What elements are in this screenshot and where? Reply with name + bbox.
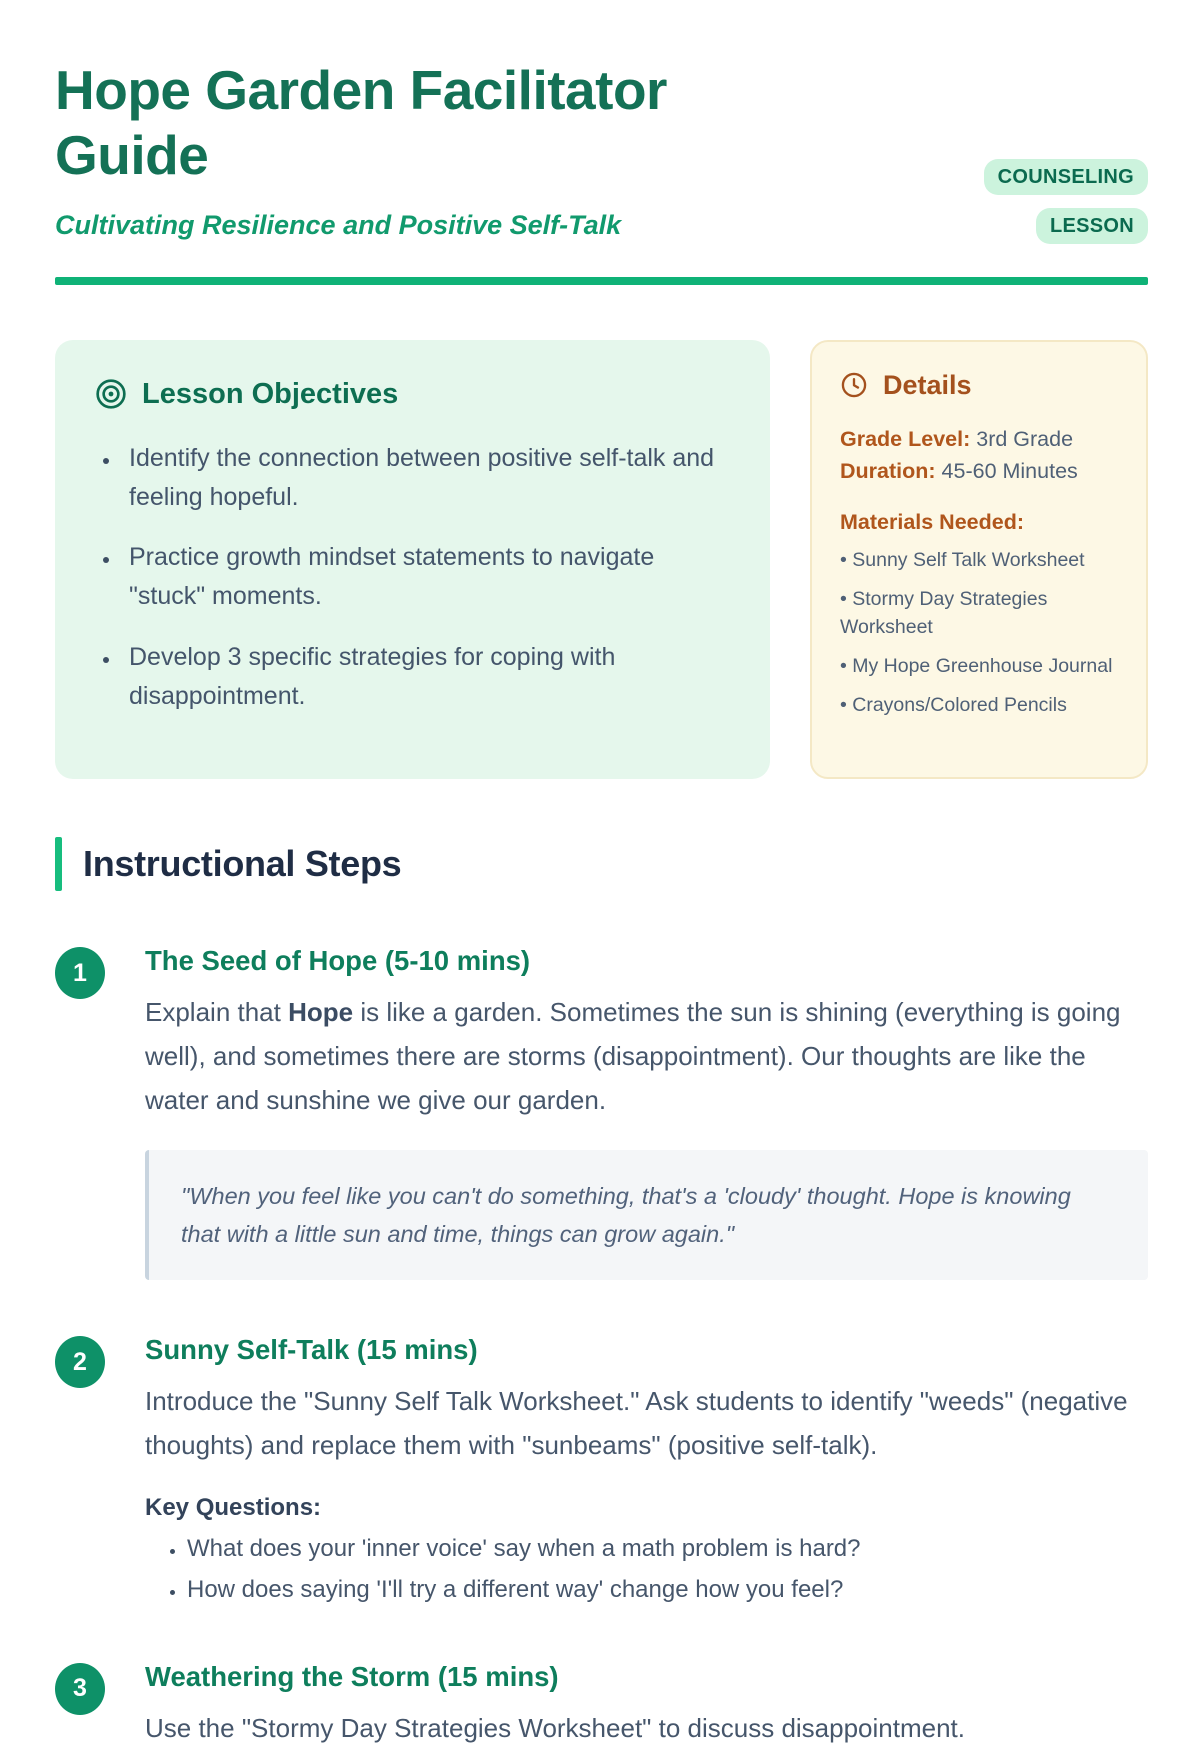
grade-level-label: Grade Level: xyxy=(840,426,971,451)
step-1-content xyxy=(145,939,1148,1280)
step-3-number-badge: 3 xyxy=(55,1663,105,1715)
material-item: • My Hope Greenhouse Journal xyxy=(840,653,1118,680)
badge-label: COUNSELING LESSON xyxy=(984,159,1148,244)
page-subtitle: Cultivating Resilience and Positive Self-Talk xyxy=(55,209,622,240)
step-2-content xyxy=(145,1328,1148,1607)
duration-row xyxy=(840,455,1118,488)
summary-cards-row xyxy=(55,340,1148,780)
objective-item: • Practice growth mindset statements to navigate "stuck" moments. xyxy=(121,538,730,616)
step-1-title: The Seed of Hope (5-10 mins) xyxy=(145,945,531,977)
step-1-body-text: is like a garden. Sometimes the sun is shining (everything is going well), and sometimes there are storms (disappointment). Our thoughts are like the water and sunshine we give our garden. xyxy=(145,997,1121,1115)
details-title-row xyxy=(840,370,1118,401)
duration-value: 45-60 Minutes xyxy=(941,459,1078,484)
target-icon xyxy=(95,378,127,410)
duration-label: Duration: xyxy=(840,459,936,484)
objectives-card-title: Lesson Objectives xyxy=(142,377,399,410)
step-1-body-bold: Hope xyxy=(288,997,354,1028)
details-card-title: Details xyxy=(883,369,972,400)
details-key-values xyxy=(840,423,1118,488)
key-question-item: • How does saying 'I'll try a different way' change how you feel? xyxy=(187,1573,1148,1607)
step-2-body: Introduce the "Sunny Self Talk Worksheet." Ask students to identify "weeds" (negative thoughts) and replace them with "sunbeams" (positive self-talk). xyxy=(145,1386,1128,1461)
objective-item: • Develop 3 specific strategies for coping with disappointment. xyxy=(121,638,730,716)
objective-item: • Identify the connection between positive self-talk and feeling hopeful. xyxy=(121,439,730,517)
instructional-steps-heading: Instructional Steps xyxy=(83,843,402,885)
objectives-title-row xyxy=(95,378,730,411)
lesson-objectives-card xyxy=(55,340,770,780)
material-item: • Sunny Self Talk Worksheet xyxy=(840,547,1118,574)
header xyxy=(55,58,1148,285)
step-2 xyxy=(55,1328,1148,1607)
objectives-list xyxy=(95,439,730,716)
materials-list xyxy=(840,547,1118,719)
key-question-item: • What does your 'inner voice' say when a math problem is hard? xyxy=(187,1532,1148,1566)
step-3-content xyxy=(145,1655,1148,1751)
step-2-title: Sunny Self-Talk (15 mins) xyxy=(145,1334,478,1366)
page-title: Hope Garden Facilitator Guide xyxy=(55,59,667,186)
material-item: • Crayons/Colored Pencils xyxy=(840,692,1118,719)
step-3 xyxy=(55,1655,1148,1751)
grade-level-row xyxy=(840,423,1118,456)
step-1-body-text: Explain that xyxy=(145,997,289,1028)
section-accent-bar xyxy=(55,837,62,891)
details-card xyxy=(810,340,1148,780)
grade-level-value: 3rd Grade xyxy=(976,426,1074,451)
step-2-number-badge: 2 xyxy=(55,1336,105,1388)
facilitator-quote: "When you feel like you can't do something, that's a 'cloudy' thought. Hope is knowing that with a little sun and time, things can grow again." xyxy=(145,1150,1148,1280)
materials-needed-label: Materials Needed: xyxy=(840,510,1025,535)
step-3-body: Use the "Stormy Day Strategies Worksheet" to discuss disappointment. xyxy=(145,1712,966,1743)
key-questions-label: Key Questions: xyxy=(145,1493,322,1521)
header-divider xyxy=(55,277,1148,285)
step-1-body xyxy=(145,991,1148,1122)
step-3-title: Weathering the Storm (15 mins) xyxy=(145,1660,559,1692)
lesson-type-badge xyxy=(948,153,1148,251)
instructional-steps-heading-row xyxy=(55,837,1148,891)
clock-icon xyxy=(840,371,868,399)
step-1-number-badge: 1 xyxy=(55,947,105,999)
step-1 xyxy=(55,939,1148,1280)
key-questions-list xyxy=(145,1532,1148,1607)
material-item: • Stormy Day Strategies Worksheet xyxy=(840,586,1118,641)
